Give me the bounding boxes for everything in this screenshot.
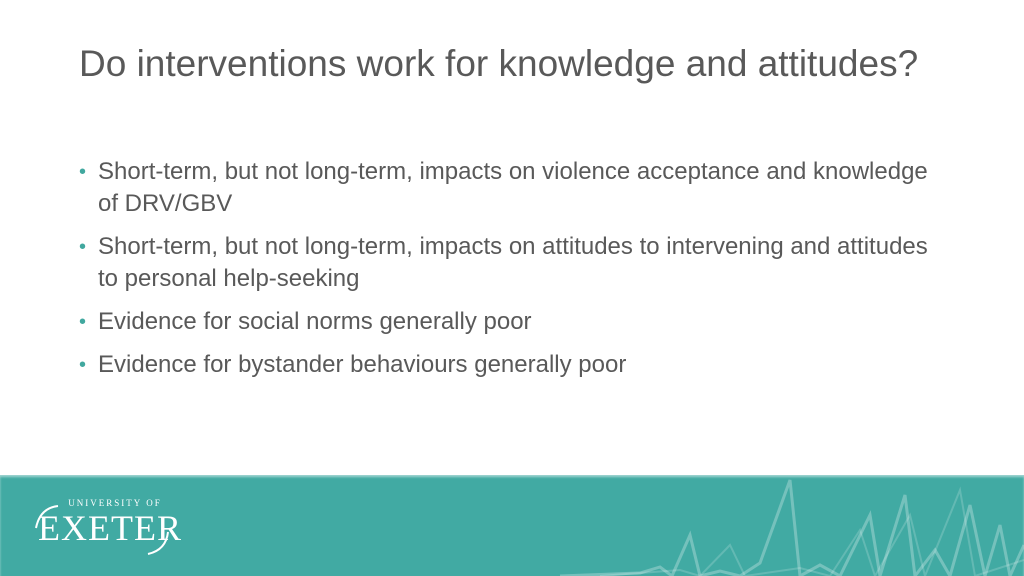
bullet-item <box>79 156 939 220</box>
bullet-marker: • <box>79 354 87 376</box>
slide-title: Do interventions work for knowledge and attitudes? <box>79 43 919 84</box>
bullet-item <box>79 306 939 338</box>
bullet-marker: • <box>79 236 87 258</box>
university-logo <box>26 498 182 558</box>
logo-top-line: UNIVERSITY OF <box>68 498 162 508</box>
bullet-text: Short-term, but not long-term, impacts on attitudes to intervening and attitudes to personal help-seeking <box>98 233 928 292</box>
bullet-marker: • <box>79 311 87 333</box>
bullet-item <box>79 231 939 295</box>
bullet-list <box>79 156 939 392</box>
bullet-text: Short-term, but not long-term, impacts on violence acceptance and knowledge of DRV/GBV <box>98 158 928 217</box>
bullet-marker: • <box>79 161 87 183</box>
bullet-text: Evidence for social norms generally poor <box>98 308 532 335</box>
logo-name: EXETER <box>38 508 182 548</box>
bullet-item <box>79 349 939 381</box>
bullet-text: Evidence for bystander behaviours generally poor <box>98 351 627 378</box>
